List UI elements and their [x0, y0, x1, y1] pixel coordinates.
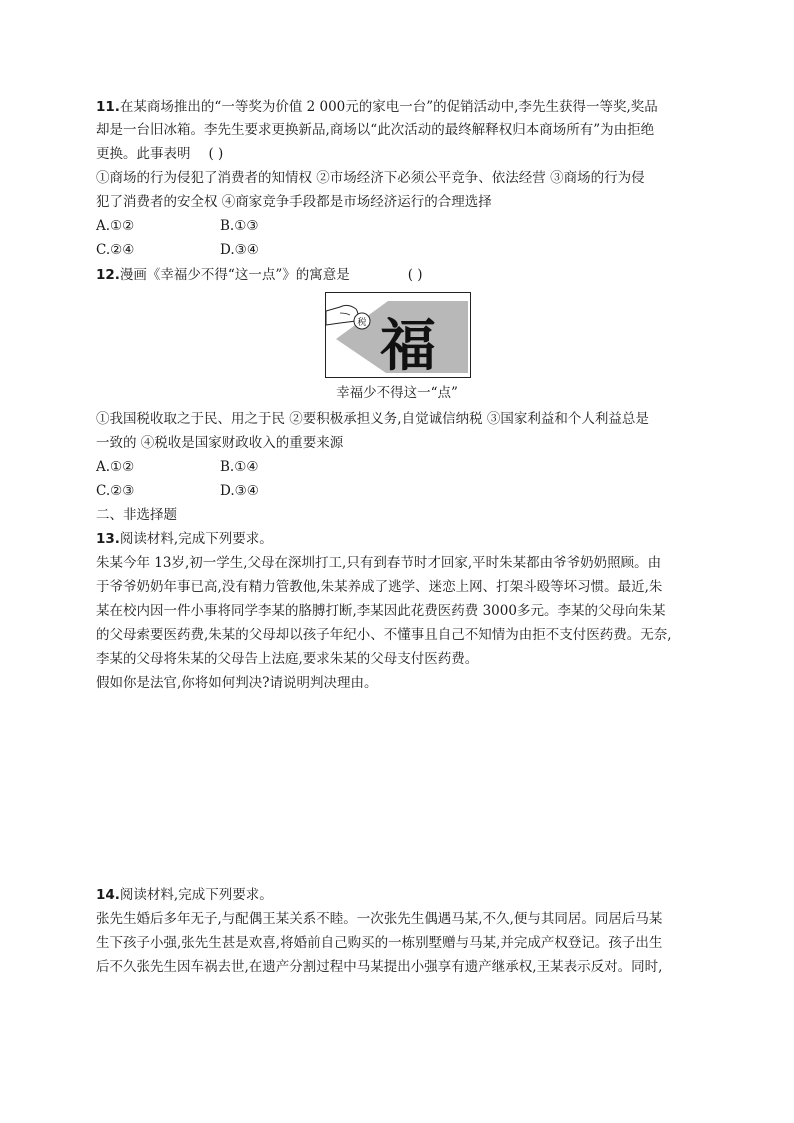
q11-number: 11. [96, 99, 120, 115]
q11-statements-1: ①商场的行为侵犯了消费者的知情权 ②市场经济下必须公平竞争、依法经营 ③商场的行为侵 [96, 170, 645, 186]
q14-line-1: 14.阅读材料,完成下列要求。 [96, 887, 273, 903]
q13-paragraph-2: 于爷爷奶奶年事已高,没有精力管教他,朱某养成了逃学、迷恋上网、打架斗殴等坏习惯。最近,朱 [96, 579, 663, 595]
q12-option-a: A.①② [96, 459, 135, 475]
q12-statements-1: ①我国税收取之于民、用之于民 ②要积极承担义务,自觉诚信纳税 ③国家利益和个人利益总是 [96, 411, 649, 427]
tax-cartoon-image [325, 292, 471, 378]
q14-paragraph-3: 后不久张先生因车祸去世,在遗产分割过程中马某提出小强享有遗产继承权,王某表示反对。同时, [96, 959, 663, 975]
q13-question: 假如你是法官,你将如何判决?请说明判决理由。 [96, 675, 378, 691]
cartoon-caption: 幸福少不得这一“点” [336, 385, 458, 401]
q14-paragraph-1: 张先生婚后多年无子,与配偶王某关系不睦。一次张先生偶遇马某,不久,便与其同居。同居后马某 [96, 911, 663, 927]
q13-paragraph-1: 朱某今年 13岁,初一学生,父母在深圳打工,只有到春节时才回家,平时朱某都由爷爷奶奶照顾。由 [96, 555, 662, 571]
q14-paragraph-2: 生下孩子小强,张先生甚是欢喜,将婚前自己购买的一栋别墅赠与马某,并完成产权登记。孩子出生 [96, 935, 663, 951]
q11-option-b: B.①③ [220, 218, 259, 234]
q13-line-1: 13.阅读材料,完成下列要求。 [96, 531, 273, 547]
q11-option-a: A.①② [96, 218, 135, 234]
q13-paragraph-3: 某在校内因一件小事将同学李某的胳膊打断,李某因此花费医药费 3000多元。李某的父母向朱某 [96, 603, 666, 619]
q11-option-c: C.②④ [96, 242, 135, 258]
tax-coin-label: 税 [357, 318, 367, 328]
q11-line-2: 却是一台旧冰箱。李先生要求更换新品,商场以“此次活动的最终解释权归本商场所有”为由拒绝 [96, 122, 655, 138]
q11-line-1: 11.在某商场推出的“一等奖为价值 2 000元的家电一台”的促销活动中,李先生获得一等奖,奖品 [96, 99, 658, 115]
q14-number: 14. [96, 887, 120, 903]
cartoon-drawing [326, 293, 470, 377]
q12-answer-bracket: ( ) [407, 267, 423, 283]
q13-number: 13. [96, 531, 120, 547]
q12-option-d: D.③④ [220, 483, 259, 499]
q12-statements-2: 一致的 ④税收是国家财政收入的重要来源 [96, 435, 344, 451]
q11-line-3: 更换。此事表明 ( ) [96, 146, 224, 162]
q12-option-b: B.①④ [220, 459, 259, 475]
hand-icon [326, 305, 358, 325]
section-heading: 二、非选择题 [96, 507, 177, 523]
q12-line-1: 12.漫画《幸福少不得“这一点”》的寓意是 ( ) [96, 267, 423, 283]
q13-paragraph-4: 的父母索要医药费,朱某的父母却以孩子年纪小、不懂事且自己不知情为由拒不支付医药费。无奈, [96, 627, 672, 643]
q11-statements-2: 犯了消费者的安全权 ④商家竞争手段都是市场经济运行的合理选择 [96, 194, 492, 210]
q11-answer-bracket: ( ) [208, 146, 224, 162]
q13-paragraph-5: 李某的父母将朱某的父母告上法庭,要求朱某的父母支付医药费。 [96, 651, 479, 667]
q12-option-c: C.②③ [96, 483, 135, 499]
q12-number: 12. [96, 267, 120, 283]
q11-option-d: D.③④ [220, 242, 259, 258]
fu-character: 福 [380, 314, 436, 377]
